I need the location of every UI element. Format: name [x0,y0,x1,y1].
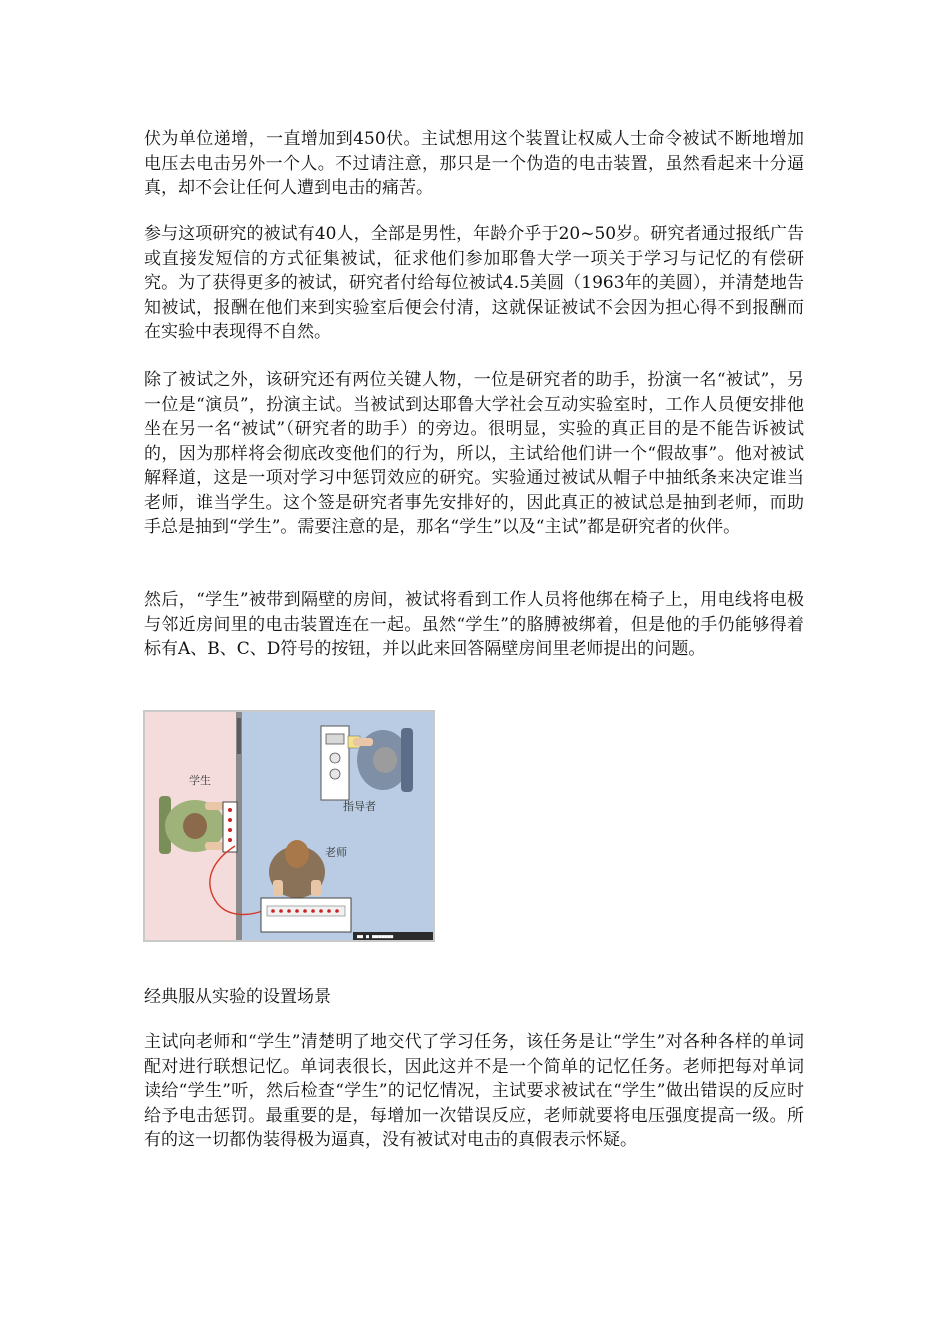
figure-caption: 经典服从实验的设置场景 [144,987,331,1007]
student-head [183,813,207,839]
label-experimenter: 指导者 [343,800,376,813]
paragraph-learning-task: 主试向老师和“学生”清楚明了地交代了学习任务，该任务是让“学生”对各种各样的单词配对进行联想记忆。单词表很长，因此这并不是一个简单的记忆任务。老师把每对单词读给“学生”听，然后检查“学生”的记忆情况，主试要求被试在“学生”做出错误的反应时给予电击惩罚。最重要的是，每增加一次错误反应，老师就要将电压强度提高一级。所有的这一切都伪装得极为逼真，没有被试对电击的真假表示怀疑。 [144,1032,804,1150]
label-student: 学生 [189,774,211,787]
figure-brand-text: ■■ ■ ■■■■■■■ [357,934,394,940]
paragraph-student-room: 然后，“学生”被带到隔壁的房间，被试将看到工作人员将他绑在椅子上，用电线将电极与邻近房间里的电击装置连在一起。虽然“学生”的胳膊被绑着，但是他的手仍能够得着标有A、B、C、D符号的按钮，并以此来回答隔壁房间里老师提出的问题。 [144,590,804,659]
paragraph-participants: 参与这项研究的被试有40人，全部是男性，年龄介乎于20~50岁。研究者通过报纸广告或直接发短信的方式征集被试，征求他们参加耶鲁大学一项关于学习与记忆的有偿研究。为了获得更多的被试，研究者付给每位被试4.5美圆（1963年的美圆），并清楚地告知被试，报酬在他们来到实验室后便会付清，这就保证被试不会因为担心得不到报酬而在实验中表现得不自然。 [144,224,804,342]
teacher-head [285,840,309,868]
experiment-setup-illustration [143,710,435,942]
paragraph-key-persons: 除了被试之外，该研究还有两位关键人物，一位是研究者的助手，扮演一名“被试”，另一位是“演员”，扮演主试。当被试到达耶鲁大学社会互动实验室时，工作人员便安排他坐在另一名“被试”（研究者的助手）的旁边。很明显，实验的真正目的是不能告诉被试的，因为那样将会彻底改变他们的行为，所以，主试给他们讲一个“假故事”。他对被试解释道，这是一项对学习中惩罚效应的研究。实验通过被试从帽子中抽纸条来决定谁当老师，谁当学生。这个签是研究者事先安排好的，因此真正的被试总是抽到老师，而助手总是抽到“学生”。需要注意的是，那名“学生”以及“主试”都是研究者的伙伴。 [144,370,804,537]
label-teacher: 老师 [325,846,347,859]
paragraph-voltage-device: 伏为单位递增，一直增加到450伏。主试想用这个装置让权威人士命令被试不断地增加电压去电击另外一个人。不过请注意，那只是一个伪造的电击装置，虽然看起来十分逼真，却不会让任何人遭到电击的痛苦。 [144,129,804,198]
experimenter-head [373,747,397,773]
